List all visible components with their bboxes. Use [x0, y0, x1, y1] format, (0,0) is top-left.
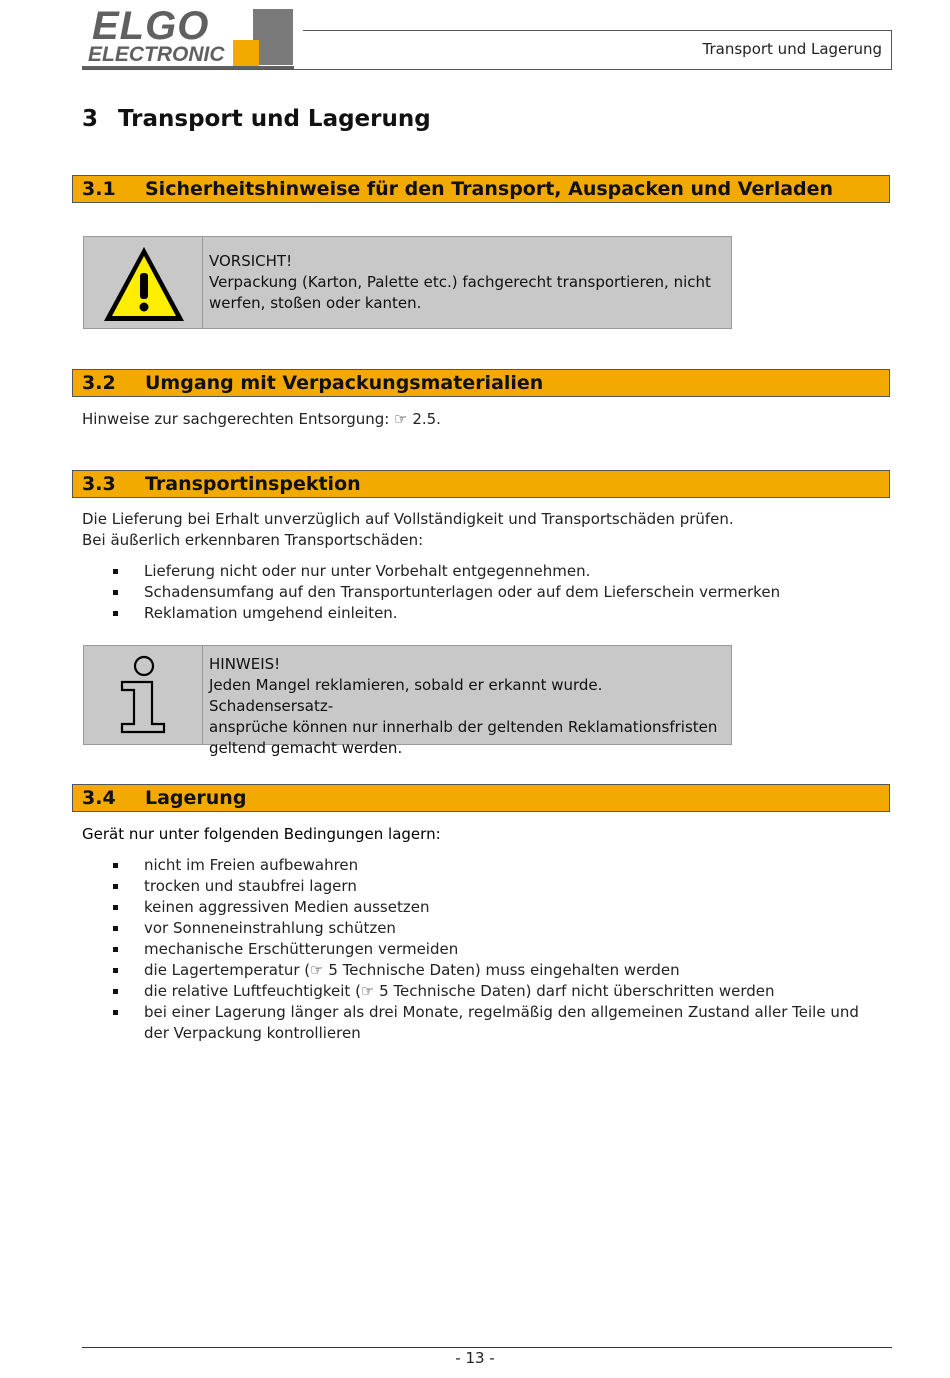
warning-triangle-icon [101, 243, 187, 325]
section-heading-3-4 [72, 784, 890, 812]
logo-grey-square [253, 9, 293, 65]
section-title: Sicherheitshinweise für den Transport, Auspacken und Verladen [145, 178, 834, 200]
list-item [82, 582, 882, 603]
section-title: Umgang mit Verpackungsmaterialien [145, 372, 544, 394]
note-icon-cell [84, 646, 203, 744]
section-heading-3-3 [72, 470, 890, 498]
caution-icon-cell [84, 237, 203, 328]
header-rule-top [303, 30, 892, 31]
list-item-text: Reklamation umgehend einleiten. [144, 604, 398, 622]
list-item-text: die relative Luftfeuchtigkeit (☞ 5 Technische Daten) darf nicht überschritten werden [144, 982, 775, 1000]
disposal-reference-text: Hinweise zur sachgerechten Entsorgung: ☞ 2.5. [82, 410, 441, 428]
storage-bullet-list [82, 855, 882, 1044]
section-heading-3-1 [72, 175, 890, 203]
list-item [82, 939, 882, 960]
bullet-icon [113, 590, 118, 595]
note-line: Jeden Mangel reklamieren, sobald er erkannt wurde. Schadensersatz- [209, 676, 603, 715]
section-heading-3-2 [72, 369, 890, 397]
list-item [82, 855, 882, 876]
list-item-text: Schadensumfang auf den Transportunterlagen oder auf dem Lieferschein vermerken [144, 583, 781, 601]
inspection-text: Bei äußerlich erkennbaren Transportschäden: [82, 531, 424, 549]
list-item-text: die Lagertemperatur (☞ 5 Technische Daten) muss eingehalten werden [144, 961, 680, 979]
note-title: HINWEIS! [209, 655, 281, 673]
inspection-text: Die Lieferung bei Erhalt unverzüglich auf Vollständigkeit und Transportschäden prüfen. [82, 510, 734, 528]
bullet-icon [113, 989, 118, 994]
list-item [82, 918, 882, 939]
list-item-text: trocken und staubfrei lagern [144, 877, 357, 895]
section-number: 3.2 [82, 372, 116, 394]
logo-wordmark-elgo: ELGO [92, 4, 210, 48]
note-line: geltend gemacht werden. [209, 739, 403, 757]
bullet-icon [113, 569, 118, 574]
list-item [82, 897, 882, 918]
inspection-bullet-list [82, 561, 882, 624]
list-item-text: Lieferung nicht oder nur unter Vorbehalt entgegennehmen. [144, 562, 591, 580]
bullet-icon [113, 863, 118, 868]
list-item [82, 1002, 880, 1044]
list-item-text: keinen aggressiven Medien aussetzen [144, 898, 430, 916]
bullet-icon [113, 611, 118, 616]
list-item [82, 981, 882, 1002]
chapter-title: Transport und Lagerung [118, 106, 431, 132]
bullet-icon [113, 1010, 118, 1015]
chapter-number: 3 [82, 106, 99, 132]
bullet-icon [113, 926, 118, 931]
bullet-icon [113, 905, 118, 910]
bullet-icon [113, 947, 118, 952]
caution-text [209, 251, 719, 314]
section-number: 3.1 [82, 178, 116, 200]
list-item [82, 603, 882, 624]
logo-wordmark-electronic: ELECTRONIC [88, 43, 225, 66]
company-logo [82, 4, 294, 68]
bullet-icon [113, 884, 118, 889]
note-line: ansprüche können nur innerhalb der geltenden Reklamationsfristen [209, 718, 718, 736]
info-icon [114, 654, 174, 734]
caution-line: Verpackung (Karton, Palette etc.) fachgerecht transportieren, nicht [209, 273, 711, 291]
header-rule-bottom [82, 69, 892, 70]
list-item [82, 561, 882, 582]
bullet-icon [113, 968, 118, 973]
logo-white-cutout [233, 9, 253, 40]
list-item [82, 960, 882, 981]
page-number: - 13 - [455, 1349, 495, 1367]
list-item [82, 876, 882, 897]
logo-orange-square [233, 40, 259, 66]
list-item-text: mechanische Erschütterungen vermeiden [144, 940, 459, 958]
caution-line: werfen, stoßen oder kanten. [209, 294, 422, 312]
list-item-text: bei einer Lagerung länger als drei Monate, regelmäßig den allgemeinen Zustand aller Teile und der Verpackung kontrollieren [144, 1003, 859, 1042]
list-item-text: vor Sonneneinstrahlung schützen [144, 919, 396, 937]
running-header-title: Transport und Lagerung [702, 40, 882, 58]
storage-intro: Gerät nur unter folgenden Bedingungen lagern: [82, 825, 441, 843]
footer-rule [82, 1347, 892, 1348]
header-rule-right [891, 30, 892, 70]
caution-box [83, 236, 732, 329]
section-title: Transportinspektion [145, 473, 361, 495]
section-number: 3.3 [82, 473, 116, 495]
note-box [83, 645, 732, 757]
caution-title: VORSICHT! [209, 252, 293, 270]
section-title: Lagerung [145, 787, 247, 809]
note-text [209, 654, 719, 759]
chapter-heading [82, 106, 431, 132]
section-number: 3.4 [82, 787, 116, 809]
list-item-text: nicht im Freien aufbewahren [144, 856, 359, 874]
